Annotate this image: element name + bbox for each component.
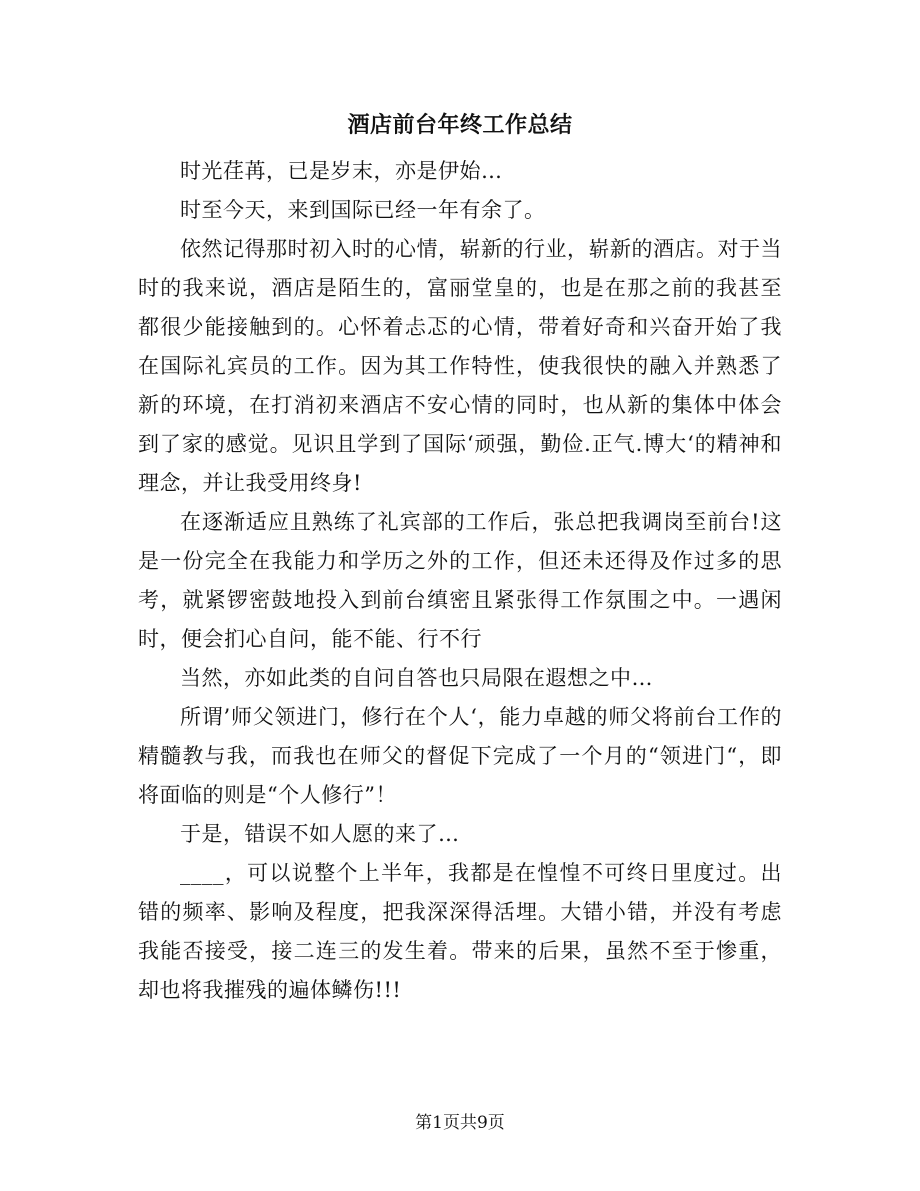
paragraph-2: 时至今天，来到国际已经一年有余了。: [180, 198, 546, 222]
page-number-footer: 第1页共9页: [415, 1113, 505, 1133]
paragraph-7: 于是，错误不如人愿的来了…: [180, 822, 460, 846]
paragraph-4: 在逐渐适应且熟练了礼宾部的工作后，张总把我调岗至前台!这是一份完全在我能力和学历之外的工作，但还未还得及作过多的思考，就紧锣密鼓地投入到前台缜密且紧张得工作氛围之中。一遇闲时，便会扪心自问，能不能、行不行: [138, 510, 782, 651]
document-body: [138, 152, 782, 1010]
paragraph-6: 所谓’师父领进门，修行在个人‘，能力卓越的师父将前台工作的精髓教与我，而我也在师父的督促下完成了一个月的“领进门“，即将面临的则是“个人修行”！: [138, 705, 782, 807]
paragraph-3: 依然记得那时初入时的心情，崭新的行业，崭新的酒店。对于当时的我来说，酒店是陌生的，富丽堂皇的，也是在那之前的我甚至都很少能接触到的。心怀着忐忑的心情，带着好奇和兴奋开始了我在国际礼宾员的工作。因为其工作特性，使我很快的融入并熟悉了新的环境，在打消初来酒店不安心情的同时，也从新的集体中体会到了家的感觉。见识且学到了国际‘顽强，勤俭.正气.博大‘的精神和理念，并让我受用终身!: [138, 237, 782, 495]
document-title: 酒店前台年终工作总结: [347, 112, 573, 138]
paragraph-8: ____，可以说整个上半年，我都是在惶惶不可终日里度过。出错的频率、影响及程度，把我深深得活埋。大错小错，并没有考虑我能否接受，接二连三的发生着。带来的后果，虽然不至于惨重，却也将我摧残的遍体鳞伤!!!: [138, 861, 782, 1002]
paragraph-5: 当然，亦如此类的自问自答也只局限在遐想之中…: [180, 666, 653, 690]
paragraph-1: 时光荏苒，已是岁末，亦是伊始…: [180, 159, 503, 183]
